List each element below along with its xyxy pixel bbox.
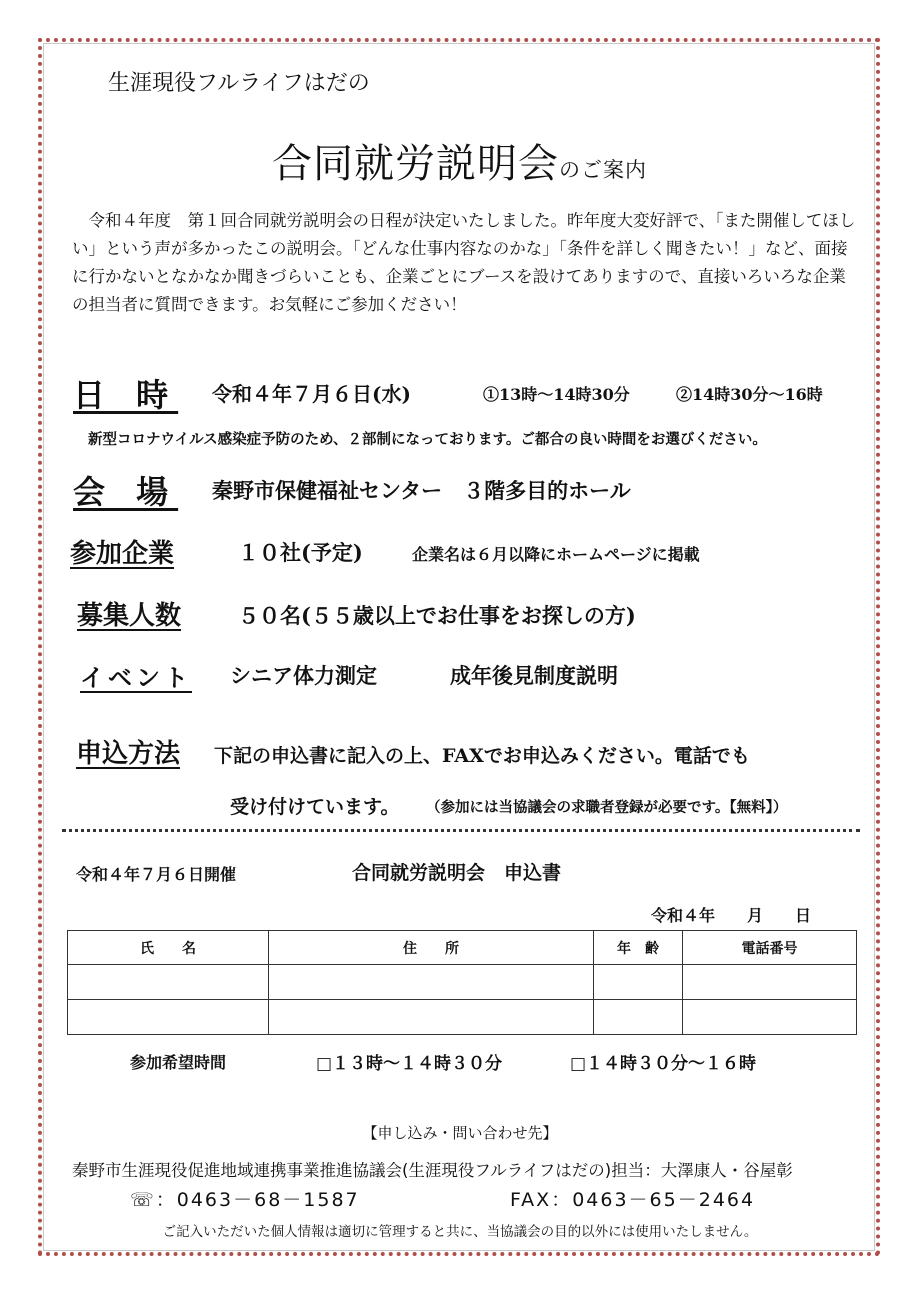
time-option-1-checkbox[interactable]: □１３時～１４時３０分 — [316, 1054, 503, 1074]
companies-value: １０社(予定) — [238, 540, 363, 565]
companies-note: 企業名は６月以降にホームページに掲載 — [412, 545, 700, 564]
apply-note: （参加には当協議会の求職者登録が必要です。【無料】） — [426, 799, 788, 816]
address-field[interactable] — [269, 1000, 594, 1035]
column-header-address: 住 所 — [269, 931, 594, 965]
apply-line-2: 受け付けています。 — [230, 796, 400, 818]
contact-organization: 秦野市生涯現役促進地域連携事業推進協議会(生涯現役フルライフはだの)担当：大澤康人・谷屋彰 — [72, 1161, 793, 1180]
datetime-label: 日 時 — [73, 376, 179, 414]
time-preference-label: 参加希望時間 — [130, 1053, 227, 1072]
form-date-line: 令和４年 月 日 — [651, 906, 812, 925]
contact-heading: 【申し込み・問い合わせ先】 — [362, 1124, 558, 1142]
age-field[interactable] — [594, 965, 683, 1000]
table-row — [68, 1000, 857, 1035]
name-field[interactable] — [68, 1000, 269, 1035]
age-field[interactable] — [594, 1000, 683, 1035]
title-main: 合同就労説明会 — [272, 141, 559, 187]
recruit-value: ５０名(５５歳以上でお仕事をお探しの方) — [238, 603, 636, 628]
column-header-age: 年 齢 — [594, 931, 683, 965]
table-header-row — [68, 931, 857, 965]
venue-label: 会 場 — [73, 473, 179, 511]
time-option-2-checkbox[interactable]: □１４時３０分～１６時 — [570, 1054, 757, 1074]
privacy-note: ご記入いただいた個人情報は適切に管理すると共に、当協議会の目的以外には使用いたしません。 — [162, 1224, 758, 1240]
session-2: ②14時30分～16時 — [676, 385, 823, 404]
intro-text: 令和４年度 第１回合同就労説明会の日程が決定いたしました。昨年度大変好評で、「また開催してほしい」という声が多かったこの説明会。「どんな仕事内容なのかな」「条件を詳しく聞きたい！」など、面接に行かないとなかなか聞きづらいことも、企業ごとにブースを設けてありますので、直接いろいろな企業の担当者に質問できます。お気軽にご参加ください！ — [72, 211, 856, 314]
column-header-name: 氏 名 — [68, 931, 269, 965]
apply-label: 申込方法 — [76, 739, 181, 769]
application-table — [67, 930, 857, 1035]
contact-fax: FAX：0463－65－2464 — [510, 1189, 756, 1211]
table-row — [68, 965, 857, 1000]
event-item-2: 成年後見制度説明 — [450, 663, 618, 688]
datetime-note: 新型コロナウイルス感染症予防のため、２部制になっております。ご都合の良い時間をお選びください。 — [88, 431, 767, 448]
companies-label: 参加企業 — [70, 539, 175, 569]
event-item-1: シニア体力測定 — [230, 663, 377, 688]
column-header-phone: 電話番号 — [683, 931, 857, 965]
cut-line — [62, 829, 860, 832]
venue-value: 秦野市保健福祉センター ３階多目的ホール — [212, 478, 631, 503]
form-held-date: 令和４年７月６日開催 — [76, 865, 237, 884]
flyer-subtitle: 生涯現役フルライフはだの — [108, 71, 370, 96]
title-suffix: のご案内 — [559, 158, 647, 182]
session-1: ①13時～14時30分 — [483, 385, 630, 404]
contact-phone: ☏：0463－68－1587 — [130, 1189, 360, 1211]
recruit-label: 募集人数 — [77, 601, 182, 631]
event-label: イベント — [80, 663, 192, 692]
apply-line-1: 下記の申込書に記入の上、FAXでお申込みください。電話でも — [214, 745, 750, 767]
intro-paragraph — [72, 207, 862, 319]
phone-field[interactable] — [683, 1000, 857, 1035]
name-field[interactable] — [68, 965, 269, 1000]
flyer-title — [272, 132, 647, 189]
phone-field[interactable] — [683, 965, 857, 1000]
datetime-value: 令和４年７月６日(水) — [212, 382, 411, 406]
address-field[interactable] — [269, 965, 594, 1000]
form-title: 合同就労説明会 申込書 — [352, 862, 562, 884]
